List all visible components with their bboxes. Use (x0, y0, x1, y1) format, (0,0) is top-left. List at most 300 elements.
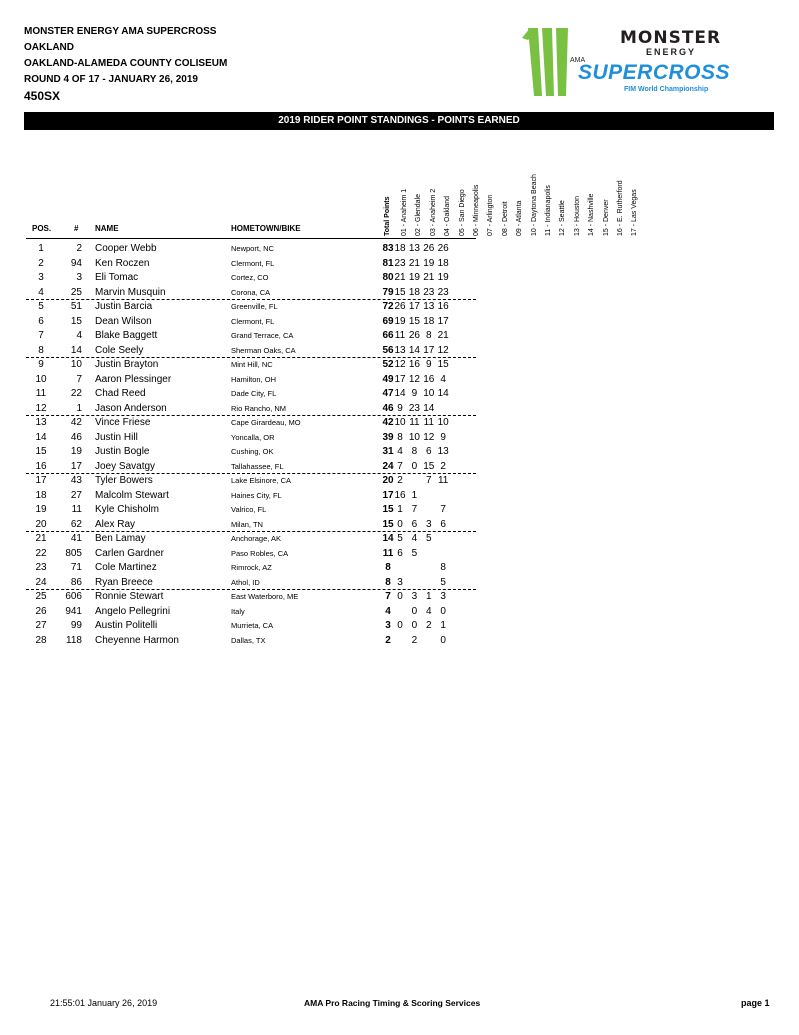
rider-round-points: 6 (397, 547, 403, 559)
col-round-7: 07 - Arlington (487, 194, 495, 236)
table-row (0, 445, 799, 459)
rider-pos: 24 (35, 576, 47, 588)
col-round-15: 15 - Denver (602, 199, 610, 236)
rider-round-points: 15 (394, 286, 406, 298)
rider-pos: 23 (35, 562, 47, 573)
table-row (0, 416, 799, 430)
rider-hometown: Lake Elsinore, CA (231, 476, 292, 485)
table-row (0, 460, 799, 474)
col-round-13: 13 - Houston (573, 195, 581, 236)
rider-hometown: Valrico, FL (231, 505, 267, 514)
table-row (0, 590, 799, 604)
rider-number: 10 (70, 359, 82, 370)
rider-round-points: 9 (440, 431, 446, 443)
rider-round-points: 12 (408, 373, 420, 385)
rider-name: Alex Ray (95, 518, 136, 530)
rider-round-points: 1 (397, 504, 403, 515)
rider-round-points: 18 (394, 243, 406, 254)
rider-name: Cole Martinez (95, 562, 157, 573)
rider-round-points: 16 (408, 359, 420, 370)
table-row (0, 634, 799, 648)
table-row (0, 576, 799, 590)
rider-round-points: 18 (437, 257, 449, 269)
rider-pos: 21 (35, 533, 47, 544)
rider-hometown: Anchorage, AK (231, 534, 282, 543)
rider-name: Jason Anderson (95, 402, 167, 414)
rider-pos: 20 (35, 518, 47, 530)
rider-round-points: 15 (408, 315, 420, 327)
rider-round-points: 6 (411, 518, 418, 530)
rider-name: Justin Hill (95, 431, 138, 443)
rider-number: 2 (76, 243, 82, 254)
rider-pos: 18 (35, 489, 47, 501)
table-row (0, 503, 799, 517)
rider-round-points: 3 (411, 591, 418, 602)
rider-name: Vince Friese (95, 417, 151, 428)
rider-name: Chad Reed (95, 388, 146, 399)
rider-round-points: 3 (397, 576, 403, 588)
rider-total-points: 15 (382, 504, 394, 515)
rider-round-points: 7 (440, 504, 446, 515)
rider-pos: 1 (38, 243, 44, 254)
table-row (0, 619, 799, 633)
rider-round-points: 8 (426, 330, 432, 341)
rider-hometown: Rio Rancho, NM (231, 403, 287, 413)
rider-number: 43 (70, 475, 82, 486)
rider-round-points: 26 (408, 330, 420, 341)
event-city: OAKLAND (24, 42, 74, 53)
rider-pos: 11 (35, 388, 47, 399)
logo-brand: MONSTER (620, 28, 722, 48)
rider-hometown: Clermont, FL (231, 316, 275, 326)
rider-total-points: 24 (382, 460, 394, 472)
logo-ama: AMA (570, 57, 586, 64)
rider-round-points: 14 (408, 344, 420, 356)
rider-round-points: 13 (394, 344, 406, 356)
rider-round-points: 1 (440, 620, 446, 631)
rider-round-points: 8 (440, 562, 446, 573)
event-round: ROUND 4 OF 17 - JANUARY 26, 2019 (24, 74, 198, 85)
rider-hometown: Yoncalla, OR (231, 432, 275, 442)
rider-number: 27 (70, 489, 82, 501)
rider-round-points: 15 (423, 460, 435, 472)
col-num: # (74, 224, 79, 233)
monster-supercross-logo (520, 26, 775, 100)
rider-pos: 17 (35, 475, 47, 486)
rider-total-points: 39 (382, 431, 394, 443)
col-round-2: 02 - Glendale (415, 193, 423, 236)
rider-pos: 22 (35, 547, 47, 559)
rider-pos: 7 (38, 330, 44, 341)
rider-total-points: 20 (382, 475, 394, 486)
rider-round-points: 2 (411, 634, 418, 646)
rider-round-points: 3 (426, 518, 432, 530)
rider-round-points: 12 (423, 431, 435, 443)
rider-round-points: 5 (426, 533, 432, 544)
rider-round-points: 16 (437, 301, 449, 312)
rider-round-points: 26 (394, 301, 406, 312)
rider-name: Justin Bogle (95, 446, 150, 457)
table-row (0, 387, 799, 401)
rider-round-points: 4 (440, 373, 446, 385)
rider-round-points: 16 (423, 373, 435, 385)
rider-round-points: 0 (440, 634, 446, 646)
rider-round-points: 13 (408, 243, 420, 254)
rider-name: Malcolm Stewart (95, 489, 169, 501)
rider-name: Carlen Gardner (95, 547, 164, 559)
col-round-10: 10 - Daytona Beach (530, 174, 538, 236)
rider-hometown: Athol, ID (231, 577, 260, 587)
rider-total-points: 11 (382, 547, 394, 559)
rider-pos: 13 (35, 417, 47, 428)
col-round-6: 06 - Minneapolis (473, 184, 480, 236)
rider-round-points: 26 (423, 243, 435, 254)
rider-number: 7 (76, 373, 82, 385)
logo-supercross: SUPERCROSS (578, 61, 731, 84)
rider-round-points: 0 (411, 605, 418, 617)
rider-name: Cooper Webb (95, 243, 157, 254)
rider-hometown: Hamilton, OH (231, 374, 277, 384)
rider-round-points: 1 (426, 591, 432, 602)
rider-round-points: 19 (408, 272, 420, 283)
rider-round-points: 3 (440, 591, 446, 602)
rider-round-points: 23 (408, 402, 420, 414)
rider-round-points: 0 (397, 518, 403, 530)
rider-round-points: 0 (411, 460, 418, 472)
rider-total-points: 83 (382, 243, 394, 254)
rider-hometown: Cortez, CO (231, 273, 269, 282)
rider-name: Dean Wilson (95, 315, 152, 327)
rider-number: 86 (70, 576, 82, 588)
table-row (0, 561, 799, 575)
table-row (0, 329, 799, 343)
rider-hometown: Murrieta, CA (231, 621, 274, 630)
table-row (0, 344, 799, 358)
col-round-3: 03 - Anaheim 2 (429, 188, 437, 236)
rider-name: Ben Lamay (95, 533, 146, 544)
rider-name: Kyle Chisholm (95, 504, 159, 515)
rider-total-points: 69 (382, 315, 394, 327)
rider-hometown: Mint Hill, NC (231, 360, 273, 369)
rider-round-points: 7 (397, 460, 403, 472)
series-title: MONSTER ENERGY AMA SUPERCROSS (24, 26, 217, 37)
rider-round-points: 0 (397, 620, 403, 631)
col-round-11: 11 - Indianapolis (545, 185, 552, 236)
rider-pos: 4 (38, 286, 44, 298)
rider-total-points: 81 (382, 257, 394, 269)
rider-number: 11 (71, 504, 82, 515)
rider-number: 42 (70, 417, 82, 428)
rider-number: 941 (65, 605, 82, 617)
rider-pos: 14 (35, 431, 47, 443)
rider-name: Ryan Breece (95, 576, 153, 588)
rider-name: Austin Politelli (95, 620, 158, 631)
rider-round-points: 18 (408, 286, 420, 298)
rider-round-points: 10 (423, 388, 435, 399)
rider-pos: 19 (35, 504, 47, 515)
logo-tagline: FIM World Championship (624, 86, 709, 93)
rider-total-points: 72 (382, 301, 394, 312)
standings-title-bar: 2019 RIDER POINT STANDINGS - POINTS EARNED (24, 112, 774, 130)
rider-total-points: 52 (382, 359, 394, 370)
rider-round-points: 11 (437, 475, 449, 486)
col-round-12: 12 - Seattle (559, 200, 567, 236)
col-round-1: 01 - Anaheim 1 (401, 188, 408, 236)
rider-hometown: Dade City, FL (231, 389, 277, 398)
rider-pos: 25 (35, 591, 47, 602)
table-row (0, 605, 799, 619)
rider-round-points: 21 (408, 257, 420, 269)
rider-name: Tyler Bowers (95, 475, 153, 486)
rider-number: 15 (70, 315, 82, 327)
rider-round-points: 11 (409, 417, 420, 428)
rider-round-points: 15 (437, 359, 449, 370)
col-round-17: 17 - Las Vegas (631, 189, 639, 236)
rider-round-points: 21 (423, 272, 435, 283)
rider-total-points: 8 (385, 576, 391, 588)
col-round-8: 08 - Detroit (501, 201, 509, 236)
rider-total-points: 66 (382, 330, 394, 341)
rider-number: 25 (70, 286, 82, 298)
rider-number: 14 (70, 344, 82, 356)
table-row (0, 358, 799, 372)
rider-hometown: Milan, TN (231, 519, 263, 529)
rider-round-points: 11 (394, 330, 406, 341)
rider-hometown: Rimrock, AZ (231, 563, 272, 572)
rider-hometown: Greenville, FL (231, 302, 278, 311)
rider-round-points: 21 (394, 272, 406, 283)
rider-round-points: 2 (440, 460, 446, 472)
rider-round-points: 17 (408, 301, 420, 312)
table-row (0, 315, 799, 329)
rider-pos: 6 (38, 315, 44, 327)
rider-round-points: 13 (423, 301, 435, 312)
logo-energy: ENERGY (646, 47, 697, 57)
rider-name: Eli Tomac (95, 272, 139, 283)
rider-number: 1 (76, 402, 82, 414)
rider-total-points: 80 (382, 272, 394, 283)
rider-round-points: 17 (437, 315, 449, 327)
rider-round-points: 17 (423, 344, 435, 356)
table-row (0, 547, 799, 561)
rider-hometown: Cushing, OK (231, 447, 274, 456)
rider-round-points: 5 (411, 547, 418, 559)
rider-number: 22 (70, 388, 82, 399)
rider-pos: 12 (35, 402, 47, 414)
table-row (0, 300, 799, 314)
table-row (0, 402, 799, 416)
rider-pos: 2 (38, 257, 44, 269)
rider-name: Joey Savatgy (95, 460, 156, 472)
rider-name: Justin Brayton (95, 359, 159, 370)
rider-name: Ken Roczen (95, 257, 150, 269)
rider-round-points: 12 (437, 344, 449, 356)
rider-round-points: 1 (411, 489, 418, 501)
rider-hometown: Cape Girardeau, MO (231, 418, 301, 427)
rider-number: 51 (70, 301, 82, 312)
rider-name: Marvin Musquin (95, 286, 166, 298)
rider-round-points: 13 (437, 446, 449, 457)
rider-total-points: 17 (382, 489, 394, 501)
rider-hometown: Corona, CA (231, 287, 271, 297)
rider-name: Cole Seely (95, 344, 144, 356)
rider-pos: 8 (38, 344, 44, 356)
rider-round-points: 5 (440, 576, 446, 588)
rider-hometown: Tallahassee, FL (231, 461, 284, 471)
header-divider (26, 238, 476, 239)
rider-number: 4 (76, 330, 82, 341)
rider-name: Aaron Plessinger (95, 373, 172, 385)
table-row (0, 242, 799, 256)
rider-total-points: 8 (385, 562, 391, 573)
rider-total-points: 49 (382, 373, 394, 385)
rider-number: 19 (70, 446, 82, 457)
rider-round-points: 17 (394, 373, 406, 385)
rider-number: 118 (66, 634, 82, 646)
rider-name: Justin Barcia (95, 301, 153, 312)
rider-pos: 28 (35, 634, 47, 646)
col-round-16: 16 - E. Rutherford (617, 180, 624, 236)
rider-hometown: Paso Robles, CA (231, 548, 289, 558)
race-class: 450SX (24, 89, 61, 103)
rider-round-points: 9 (411, 388, 418, 399)
rider-hometown: Haines City, FL (231, 490, 282, 500)
rider-hometown: Newport, NC (231, 244, 274, 253)
rider-total-points: 31 (382, 446, 394, 457)
rider-total-points: 15 (382, 518, 394, 530)
rider-round-points: 7 (426, 475, 432, 486)
rider-round-points: 19 (423, 257, 435, 269)
rider-round-points: 2 (397, 475, 403, 486)
rider-total-points: 56 (382, 344, 394, 356)
rider-round-points: 9 (426, 359, 432, 370)
rider-total-points: 4 (385, 605, 391, 617)
table-row (0, 271, 799, 285)
rider-number: 46 (70, 431, 82, 443)
rider-round-points: 12 (394, 359, 406, 370)
table-row (0, 257, 799, 271)
rider-round-points: 6 (426, 446, 432, 457)
col-round-5: 05 - San Diego (458, 189, 466, 236)
rider-round-points: 18 (423, 315, 435, 327)
rider-round-points: 21 (437, 330, 449, 341)
rider-pos: 15 (35, 446, 47, 457)
rider-round-points: 4 (397, 446, 403, 457)
rider-hometown: Italy (231, 606, 245, 616)
rider-round-points: 0 (397, 591, 403, 602)
rider-name: Cheyenne Harmon (95, 634, 179, 646)
rider-round-points: 16 (394, 489, 406, 501)
rider-round-points: 14 (423, 402, 435, 414)
rider-name: Blake Baggett (95, 330, 158, 341)
col-name: NAME (95, 224, 119, 233)
event-venue: OAKLAND-ALAMEDA COUNTY COLISEUM (24, 58, 228, 69)
rider-number: 41 (70, 533, 82, 544)
rider-pos: 3 (38, 272, 44, 283)
rider-round-points: 8 (411, 446, 418, 457)
rider-hometown: Dallas, TX (231, 635, 266, 645)
table-row (0, 431, 799, 445)
rider-round-points: 14 (437, 388, 449, 399)
rider-round-points: 5 (397, 533, 403, 544)
rider-pos: 10 (35, 373, 47, 385)
rider-round-points: 7 (411, 504, 418, 515)
col-pos: POS. (32, 224, 52, 233)
rider-round-points: 6 (440, 518, 446, 530)
rider-name: Ronnie Stewart (95, 591, 164, 602)
col-round-14: 14 - Nashville (588, 193, 596, 236)
rider-number: 71 (70, 562, 82, 573)
rider-round-points: 10 (394, 417, 406, 428)
rider-number: 3 (76, 272, 82, 283)
rider-round-points: 23 (394, 257, 406, 269)
rider-round-points: 19 (437, 272, 449, 283)
rider-round-points: 0 (411, 620, 418, 631)
rider-pos: 5 (38, 301, 44, 312)
rider-number: 17 (70, 460, 82, 472)
rider-hometown: Clermont, FL (231, 258, 275, 268)
rider-round-points: 19 (394, 315, 406, 327)
rider-total-points: 79 (382, 286, 394, 298)
rider-total-points: 2 (385, 634, 391, 646)
rider-pos: 16 (35, 460, 47, 472)
rider-round-points: 23 (423, 286, 435, 298)
rider-total-points: 47 (382, 388, 394, 399)
rider-total-points: 7 (385, 591, 391, 602)
rider-pos: 26 (35, 605, 47, 617)
rider-number: 94 (70, 257, 82, 269)
rider-round-points: 26 (437, 243, 449, 254)
rider-round-points: 4 (411, 533, 418, 544)
rider-number: 99 (70, 620, 82, 631)
table-row (0, 474, 799, 488)
rider-number: 62 (70, 518, 82, 530)
rider-number: 805 (65, 547, 82, 559)
col-hometown: HOMETOWN/BIKE (231, 224, 301, 233)
rider-pos: 9 (38, 359, 44, 370)
rider-total-points: 46 (382, 402, 394, 414)
rider-name: Angelo Pellegrini (95, 605, 171, 617)
rider-pos: 27 (35, 620, 47, 631)
col-total: Total Points (384, 196, 391, 236)
rider-number: 606 (65, 591, 82, 602)
rider-round-points: 2 (426, 620, 432, 631)
rider-round-points: 11 (423, 417, 434, 428)
col-round-9: 09 - Atlanta (516, 200, 524, 236)
rider-round-points: 0 (440, 605, 446, 617)
rider-total-points: 14 (382, 533, 394, 544)
table-row (0, 286, 799, 300)
rider-hometown: Grand Terrace, CA (231, 331, 294, 340)
footer-provider: AMA Pro Racing Timing & Scoring Services (304, 998, 481, 1008)
rider-total-points: 42 (382, 417, 394, 428)
table-row (0, 373, 799, 387)
rider-round-points: 4 (426, 605, 432, 617)
footer-timestamp: 21:55:01 January 26, 2019 (50, 998, 158, 1008)
rider-round-points: 10 (408, 431, 420, 443)
footer-page: page 1 (741, 998, 770, 1008)
rider-hometown: East Waterboro, ME (231, 592, 299, 601)
col-round-4: 04 - Oakland (444, 195, 452, 236)
rider-round-points: 10 (437, 417, 449, 428)
rider-round-points: 8 (397, 431, 403, 443)
rider-round-points: 23 (437, 286, 449, 298)
table-row (0, 518, 799, 532)
table-row (0, 532, 799, 546)
rider-hometown: Sherman Oaks, CA (231, 345, 296, 355)
rider-total-points: 3 (385, 620, 391, 631)
table-row (0, 489, 799, 503)
